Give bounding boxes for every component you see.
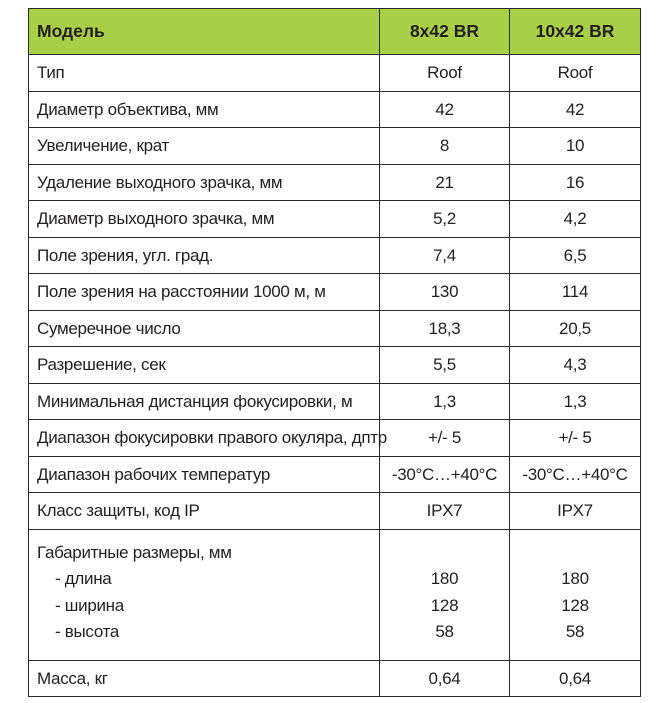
row-label: Поле зрения, угл. град. (29, 237, 380, 274)
row-label: Минимальная дистанция фокусировки, м (29, 383, 380, 420)
dimensions-height-model-2: 58 (565, 622, 585, 641)
table-row (29, 456, 641, 493)
dimensions-height-model-1: 58 (435, 622, 454, 641)
row-label: Диапазон рабочих температур (29, 456, 380, 493)
row-value-model-1: 5,5 (380, 347, 510, 384)
dimensions-row (29, 529, 641, 660)
row-value-model-1: Roof (380, 55, 510, 92)
dimensions-width-model-2: 128 (561, 595, 589, 615)
mass-model-1: 0,64 (380, 660, 510, 697)
row-value-model-2: 4,3 (510, 347, 641, 384)
row-value-model-2: 42 (510, 91, 641, 128)
header-model-2: 10x42 BR (510, 9, 641, 55)
header-model-1: 8x42 BR (380, 9, 510, 55)
dimensions-width-label: - ширина (55, 595, 124, 615)
dimensions-values-model-2 (510, 529, 641, 660)
row-label: Диапазон фокусировки правого окуляра, дптр (29, 420, 380, 457)
row-value-model-2: +/- 5 (510, 420, 641, 457)
dimensions-values-model-1 (380, 529, 510, 660)
table-row (29, 128, 641, 165)
row-value-model-2: IPX7 (510, 493, 641, 530)
row-value-model-1: 130 (380, 274, 510, 311)
mass-label: Масса, кг (29, 660, 380, 697)
row-value-model-1: IPX7 (380, 493, 510, 530)
row-label: Поле зрения на расстоянии 1000 м, м (29, 274, 380, 311)
row-value-model-1: 21 (380, 164, 510, 201)
row-value-model-1: 7,4 (380, 237, 510, 274)
table-row (29, 383, 641, 420)
row-value-model-2: 114 (510, 274, 641, 311)
header-param: Модель (29, 9, 380, 55)
row-value-model-2: 4,2 (510, 201, 641, 238)
table-row (29, 493, 641, 530)
row-value-model-2: -30°C…+40°C (510, 456, 641, 493)
dimensions-length-label: - длина (55, 569, 112, 588)
row-value-model-1: -30°C…+40°C (380, 456, 510, 493)
dimensions-width-model-1: 128 (430, 595, 459, 615)
row-label: Удаление выходного зрачка, мм (29, 164, 380, 201)
row-value-model-2: 20,5 (510, 310, 641, 347)
row-label: Диаметр выходного зрачка, мм (29, 201, 380, 238)
table-row (29, 91, 641, 128)
row-value-model-1: 5,2 (380, 201, 510, 238)
table-row (29, 660, 641, 697)
table-row (29, 420, 641, 457)
row-value-model-1: 18,3 (380, 310, 510, 347)
row-value-model-1: +/- 5 (380, 420, 510, 457)
row-label: Диаметр объектива, мм (29, 91, 380, 128)
dimensions-length-model-1: 180 (430, 569, 459, 588)
row-value-model-1: 1,3 (380, 383, 510, 420)
dimensions-label: Габаритные размеры, мм (37, 542, 232, 562)
row-value-model-1: 8 (380, 128, 510, 165)
table-row (29, 55, 641, 92)
row-value-model-2: 1,3 (510, 383, 641, 420)
row-value-model-2: Roof (510, 55, 641, 92)
table-row (29, 310, 641, 347)
row-label: Увеличение, крат (29, 128, 380, 165)
dimensions-height-label: - высота (55, 622, 120, 641)
row-value-model-1: 42 (380, 91, 510, 128)
row-label: Сумеречное число (29, 310, 380, 347)
header-row (29, 9, 641, 55)
row-value-model-2: 16 (510, 164, 641, 201)
table-row (29, 274, 641, 311)
row-label: Тип (29, 55, 380, 92)
table-row (29, 237, 641, 274)
dimensions-length-model-2: 180 (561, 569, 589, 588)
spec-table (28, 8, 641, 697)
table-row (29, 201, 641, 238)
table-row (29, 347, 641, 384)
table-row (29, 164, 641, 201)
mass-model-2: 0,64 (510, 660, 641, 697)
row-label: Разрешение, сек (29, 347, 380, 384)
row-value-model-2: 10 (510, 128, 641, 165)
dimensions-labels (29, 529, 380, 660)
row-label: Класс защиты, код IP (29, 493, 380, 530)
row-value-model-2: 6,5 (510, 237, 641, 274)
